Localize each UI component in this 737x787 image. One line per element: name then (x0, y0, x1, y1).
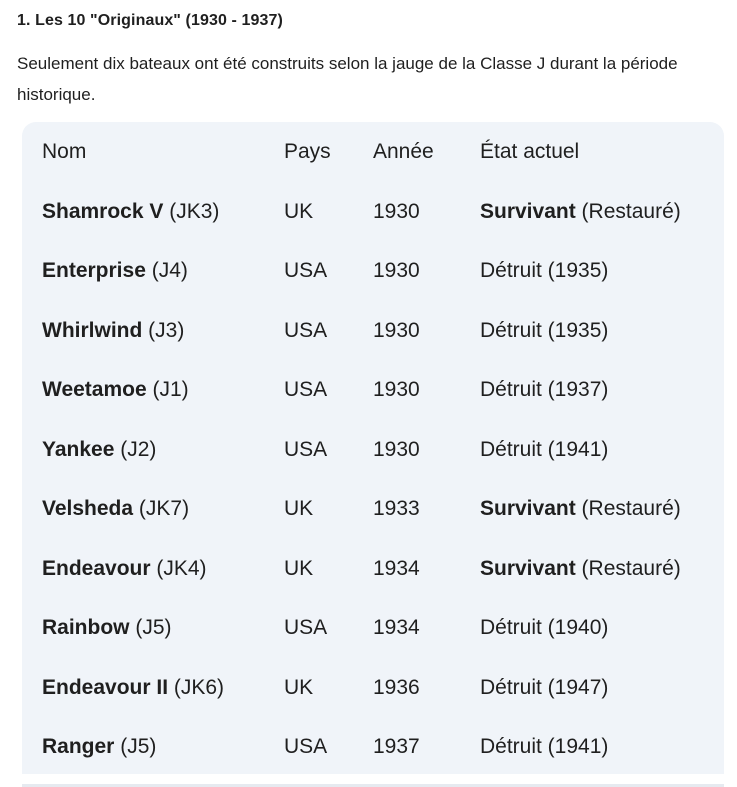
cell-country: UK (284, 556, 314, 580)
cell-year: 1936 (373, 675, 420, 699)
cell-status (480, 599, 724, 659)
cell-country: USA (284, 378, 328, 402)
yacht-name: Yankee (42, 437, 115, 461)
yacht-name: Shamrock V (42, 199, 164, 223)
yacht-name: Whirlwind (42, 318, 143, 342)
cell-status (480, 420, 724, 480)
cell-country: USA (284, 259, 328, 283)
table-row (22, 658, 724, 718)
yacht-code: (J4) (151, 259, 188, 283)
yacht-code: (JK6) (173, 675, 225, 699)
status-text: Détruit (1935) (480, 259, 609, 283)
yacht-name: Enterprise (42, 259, 146, 283)
cell-year: 1930 (373, 318, 420, 342)
cell-year: 1930 (373, 437, 420, 461)
cell-year: 1933 (373, 497, 420, 521)
status-highlight: Survivant (480, 497, 576, 521)
cell-country: UK (284, 497, 314, 521)
cell-country: USA (284, 437, 328, 461)
status-text: Détruit (1941) (480, 735, 609, 759)
cell-country: USA (284, 616, 328, 640)
table-row (22, 301, 724, 361)
cell-name (22, 301, 284, 361)
yacht-name: Velsheda (42, 497, 134, 521)
table-body (22, 182, 724, 777)
status-text: Détruit (1947) (480, 675, 609, 699)
status-text: Détruit (1940) (480, 616, 609, 640)
cell-name (22, 539, 284, 599)
yacht-code: (J5) (120, 735, 157, 759)
status-highlight: Survivant (480, 556, 576, 580)
yacht-name: Ranger (42, 735, 115, 759)
status-text: (Restauré) (581, 199, 681, 223)
intro-paragraph: Seulement dix bateaux ont été construits selon la jauge de la Classe J durant la période historique. (17, 54, 678, 104)
yacht-code: (J3) (148, 318, 185, 342)
yacht-code: (J1) (152, 378, 189, 402)
cell-status (480, 242, 724, 302)
cell-year: 1930 (373, 199, 420, 223)
cell-year: 1930 (373, 259, 420, 283)
table-row (22, 361, 724, 421)
header-country: Pays (284, 140, 331, 163)
table-row (22, 182, 724, 242)
cell-country: UK (284, 675, 314, 699)
table-row (22, 599, 724, 659)
cell-year: 1934 (373, 616, 420, 640)
yacht-code: (J5) (135, 616, 172, 640)
cell-name (22, 599, 284, 659)
status-highlight: Survivant (480, 199, 576, 223)
status-text: (Restauré) (581, 497, 681, 521)
cell-name (22, 420, 284, 480)
header-year: Année (373, 140, 434, 163)
table-row (22, 539, 724, 599)
yacht-name: Endeavour II (42, 675, 169, 699)
table-row (22, 718, 724, 778)
yacht-code: (JK7) (138, 497, 190, 521)
cell-name (22, 718, 284, 778)
cell-year: 1930 (373, 378, 420, 402)
yacht-table (22, 122, 724, 777)
table-row (22, 242, 724, 302)
cell-status (480, 658, 724, 718)
cell-name (22, 658, 284, 718)
status-text: (Restauré) (581, 556, 681, 580)
cell-year: 1934 (373, 556, 420, 580)
cell-status (480, 480, 724, 540)
cell-name (22, 242, 284, 302)
cell-status (480, 182, 724, 242)
yacht-code: (JK4) (156, 556, 207, 580)
cell-status (480, 539, 724, 599)
status-text: Détruit (1935) (480, 318, 609, 342)
cell-name (22, 182, 284, 242)
status-text: Détruit (1937) (480, 378, 609, 402)
header-name: Nom (42, 140, 87, 163)
yacht-name: Weetamoe (42, 378, 147, 402)
table-row (22, 420, 724, 480)
cell-name (22, 361, 284, 421)
yacht-table-card (22, 122, 724, 774)
status-text: Détruit (1941) (480, 437, 609, 461)
cell-year: 1937 (373, 735, 420, 759)
yacht-name: Rainbow (42, 616, 130, 640)
cell-country: USA (284, 735, 328, 759)
section-heading: 1. Les 10 "Originaux" (1930 - 1937) (17, 12, 283, 29)
header-status: État actuel (480, 140, 580, 163)
yacht-name: Endeavour (42, 556, 151, 580)
table-row (22, 480, 724, 540)
table-header-row (22, 122, 724, 182)
cell-country: USA (284, 318, 328, 342)
cell-name (22, 480, 284, 540)
yacht-code: (JK3) (169, 199, 220, 223)
cell-status (480, 718, 724, 778)
cell-status (480, 301, 724, 361)
yacht-code: (J2) (120, 437, 157, 461)
cell-country: UK (284, 199, 314, 223)
cell-status (480, 361, 724, 421)
